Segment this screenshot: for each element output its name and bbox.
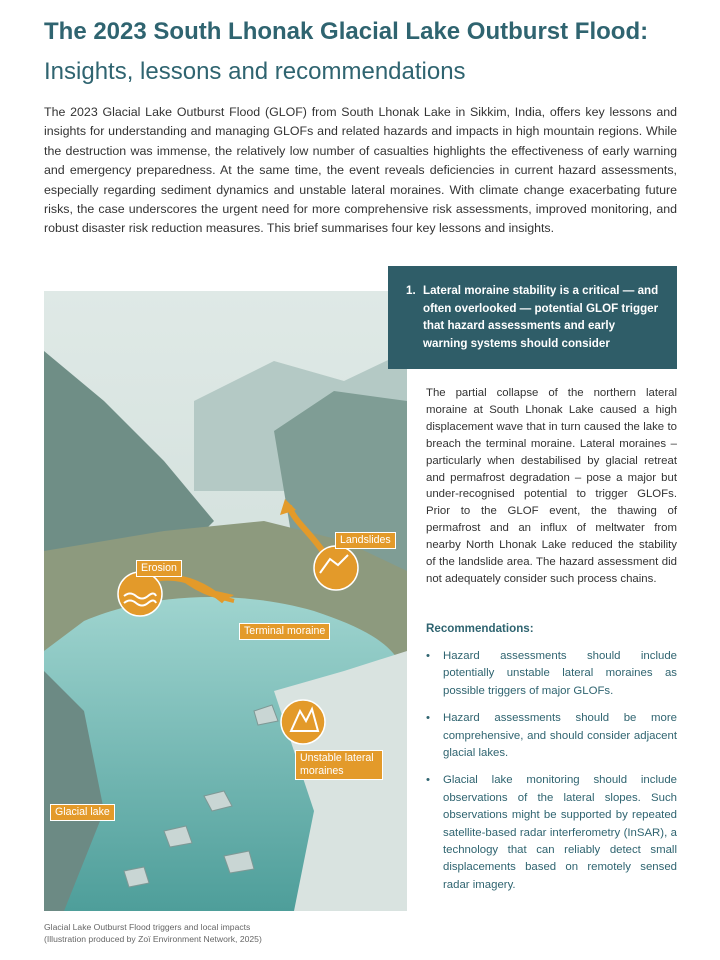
recommendation-text: Hazard assessments should include potentially unstable lateral moraines as possible triggers of major GLOFs. [443,650,677,697]
recommendation-text: Glacial lake monitoring should include observations of the lateral slopes. Such observations might be supported by repeated satellite-based radar interferometry (InSAR), a technology that can reliably detect small displacements based on remotely sensed radar imagery. [443,774,677,891]
unstable-lateral-moraines-label: Unstable lateral moraines [295,750,383,780]
lesson-title: Lateral moraine stability is a critical — and often overlooked — potential GLOF trigger that hazard assessments and early warning systems should consider [423,284,659,350]
glacial-lake-label: Glacial lake [50,804,115,821]
bullet: • [426,712,430,725]
erosion-label: Erosion [136,560,182,577]
caption-line: Glacial Lake Outburst Flood triggers and local impacts [44,922,251,932]
lesson-body: The partial collapse of the northern lateral moraine at South Lhonak Lake caused a high displacement wave that in turn caused the lake to breach the terminal moraine. Lateral moraines – particularly when destabilised by glacial retreat and permafrost degradation – pose a major but under-recognised potential to trigger GLOFs. Prior to the GLOF event, the thawing of permafrost and an influx of meltwater from nearby North Lhonak Lake reduced the stability of the landslide area. The hazard assessment did not adequately consider such process chains. [426,387,677,585]
list-item [426,648,677,700]
illustration-caption [44,921,262,945]
bullet: • [426,650,430,662]
caption-line: (Illustration produced by Zoï Environment Network, 2025) [44,934,262,944]
landslides-label: Landslides [335,532,396,549]
page-subtitle: Insights, lessons and recommendations [44,58,466,85]
unstable-moraines-icon [281,700,325,744]
list-item [426,710,677,762]
glof-illustration [44,291,407,911]
recommendations-heading: Recommendations: [426,622,534,635]
page-title: The 2023 South Lhonak Glacial Lake Outburst Flood: [44,18,649,45]
lesson-number: 1. [406,284,416,297]
terminal-moraine-label: Terminal moraine [239,623,330,640]
bullet: • [426,774,430,787]
recommendations-list [426,648,677,904]
lesson-box [388,266,677,369]
recommendation-text: Hazard assessments should be more comprehensive, and should consider adjacent glacial lakes. [443,712,677,760]
intro-paragraph: The 2023 Glacial Lake Outburst Flood (GLOF) from South Lhonak Lake in Sikkim, India, offers key lessons and insights for understanding and managing GLOFs and related hazards and impacts in high mountain regions. While the destruction was immense, the relatively low number of casualties highlights the effectiveness of early warning and emergency preparedness. At the same time, the event reveals deficiencies in current hazard assessments, especially regarding sediment dynamics and unstable lateral moraines. With climate change exacerbating future risks, the case underscores the urgent need for more comprehensive risk assessments, improved monitoring, and robust disaster risk reduction measures. This brief summarises four key lessons and insights. [44,105,677,236]
list-item [426,772,677,894]
landslides-icon [314,546,358,590]
